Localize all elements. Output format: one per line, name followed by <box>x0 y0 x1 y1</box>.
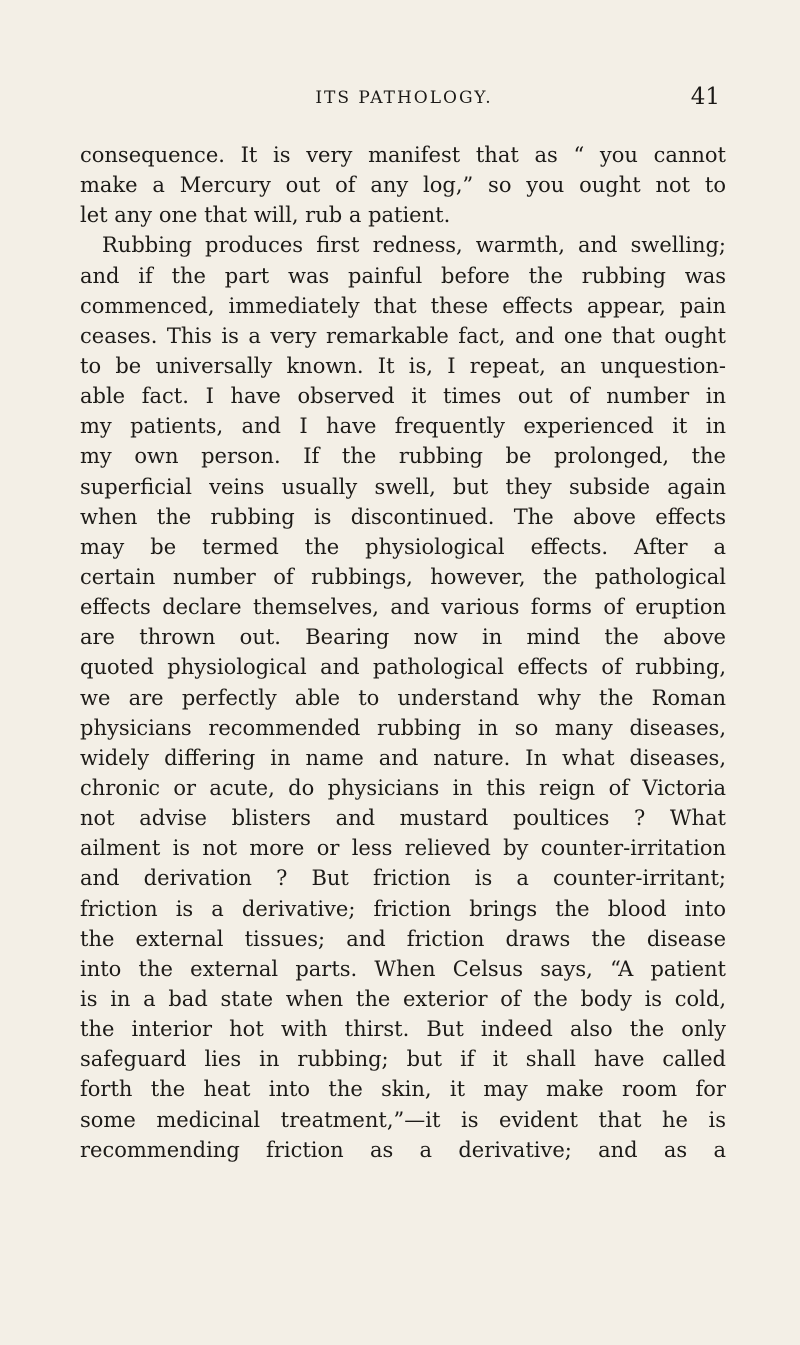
text-line: ceases. This is a very remarkable fact, and one that ought <box>80 323 726 348</box>
text-line: when the rubbing is discontinued. The above effects <box>80 504 726 529</box>
text-line: my patients, and I have frequently experienced it in <box>80 414 726 439</box>
text-line: may be termed the physiological effects. After a <box>80 534 726 559</box>
text-line: physicians recommended rubbing in so many diseases, <box>80 715 726 740</box>
text-line: the interior hot with thirst. But indeed also the only <box>80 1017 726 1042</box>
text-line: Rubbing produces first redness, warmth, and swelling; <box>102 233 726 258</box>
text-line: to be universally known. It is, I repeat, an unquestion- <box>80 353 726 378</box>
text-line: safeguard lies in rubbing; but if it shall have called <box>80 1047 726 1072</box>
page-number: 41 <box>690 84 720 110</box>
text-line: forth the heat into the skin, it may make room for <box>80 1077 726 1102</box>
text-line: recommending friction as a derivative; and as a <box>80 1137 726 1162</box>
text-line: ailment is not more or less relieved by counter-irritation <box>80 836 726 861</box>
running-title: ITS PATHOLOGY. <box>315 88 493 108</box>
text-line: is in a bad state when the exterior of the body is cold, <box>80 986 726 1011</box>
body-text <box>80 140 726 1165</box>
text-line: we are perfectly able to understand why the Roman <box>80 685 726 710</box>
text-line: make a Mercury out of any log,” so you ought not to <box>80 173 726 198</box>
text-line: let any one that will, rub a patient. <box>80 203 451 228</box>
text-line: not advise blisters and mustard poultices ? What <box>80 806 726 831</box>
text-line: are thrown out. Bearing now in mind the above <box>80 625 726 650</box>
text-line: commenced, immediately that these effects appear, pain <box>80 293 726 318</box>
text-line: certain number of rubbings, however, the pathological <box>80 564 726 589</box>
text-line: superficial veins usually swell, but they subside again <box>80 474 726 499</box>
text-line: effects declare themselves, and various forms of eruption <box>80 595 726 620</box>
text-line: quoted physiological and pathological effects of rubbing, <box>80 655 726 680</box>
text-line: able fact. I have observed it times out of number in <box>80 384 726 409</box>
text-line: friction is a derivative; friction brings the blood into <box>80 896 726 921</box>
text-line: widely differing in name and nature. In what diseases, <box>80 745 726 770</box>
text-line: and if the part was painful before the rubbing was <box>80 263 726 288</box>
text-line: some medicinal treatment,”—it is evident that he is <box>80 1107 726 1132</box>
text-line: consequence. It is very manifest that as “ you cannot <box>80 143 726 167</box>
text-line: chronic or acute, do physicians in this reign of Victoria <box>80 775 726 800</box>
text-line: into the external parts. When Celsus says, “A patient <box>80 956 726 981</box>
text-line: and derivation ? But friction is a counter-irritant; <box>80 866 726 891</box>
text-line: my own person. If the rubbing be prolonged, the <box>80 444 726 469</box>
text-line: the external tissues; and friction draws the disease <box>80 926 726 951</box>
running-head <box>84 84 724 118</box>
